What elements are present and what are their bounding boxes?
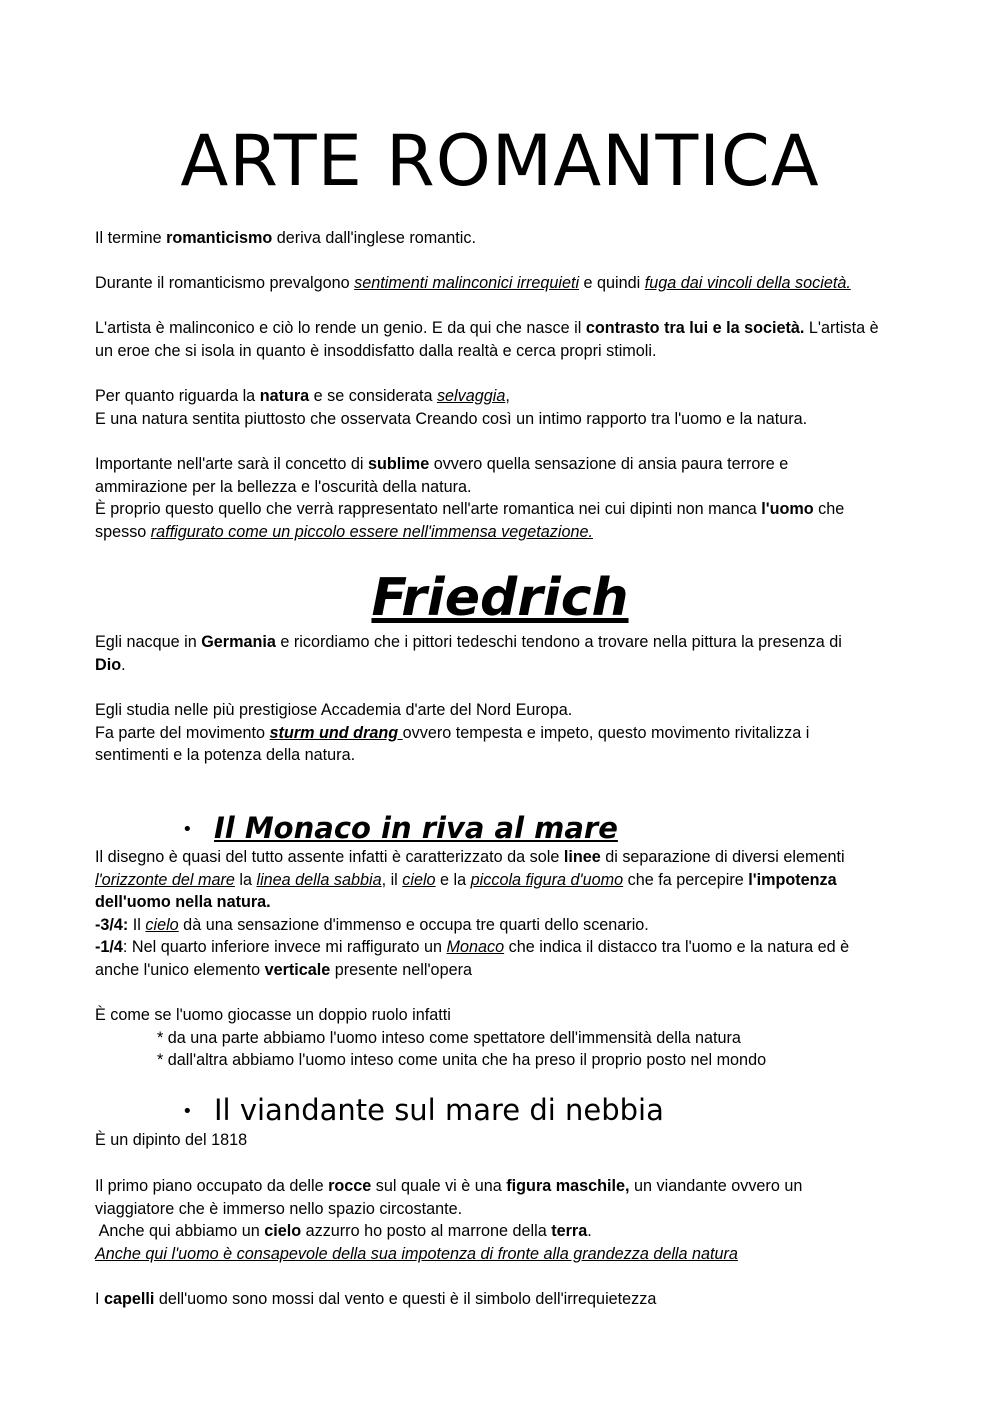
viandante-paragraph-1: È un dipinto del 1818 [95, 1131, 248, 1149]
friedrich-heading: Friedrich [371, 568, 629, 628]
viandante-heading: • Il viandante sul mare di nebbia [182, 1092, 664, 1130]
page-title: ARTE ROMANTICA [180, 120, 820, 202]
monaco-paragraph-1: Il disegno è quasi del tutto assente infatti è caratterizzato da sole linee di separazione di diversi elementi l'orizzonte del mare la linea della sabbia, il cielo e la piccola figura d'uomo che fa percepire l'impotenza dell'uomo nella natura. -3/4: Il cielo dà una sensazione d'immenso e occupa tre quarti dello scenario. -1/4: Nel quarto inferiore invece mi raffigurato un Monaco che indica il distacco tra l'uomo e la natura ed è anche l'unico elemento verticale presente nell'opera [95, 848, 850, 979]
bullet-icon: • [182, 819, 193, 840]
list-item: * dall'altra abbiamo l'uomo inteso come unita che ha preso il proprio posto nel mondo [157, 1051, 767, 1070]
intro-paragraph-4: Per quanto riguarda la natura e se considerata selvaggia, E una natura sentita piuttosto che osservata Creando così un intimo rapporto tra l'uomo e la natura. [95, 387, 808, 428]
list-item: * da una parte abbiamo l'uomo inteso come spettatore dell'immensità della natura [157, 1028, 741, 1047]
intro-paragraph-1: Il termine romanticismo deriva dall'inglese romantic. [95, 229, 476, 247]
viandante-paragraph-2: Il primo piano occupato da delle rocce sul quale vi è una figura maschile, un viandante ovvero un viaggiatore che è immerso nello spazio circostante. Anche qui abbiamo un cielo azzurro ho posto al marrone della terra. Anche qui l'uomo è consapevole della sua impotenza di fronte alla grandezza della natura [95, 1177, 803, 1263]
intro-paragraph-3: L'artista è malinconico e ciò lo rende un genio. E da qui che nasce il contrasto tra lui e la società. L'artista è un eroe che si isola in quanto è insoddisfatto dalla realtà e cerca propri stimoli. [95, 319, 879, 360]
bullet-icon: • [182, 1101, 193, 1122]
intro-paragraph-5: Importante nell'arte sarà il concetto di sublime ovvero quella sensazione di ansia paura terrore e ammirazione per la bellezza e l'oscurità della natura. È proprio questo quello che verrà rappresentato nell'arte romantica nei cui dipinti non manca l'uomo che spesso raffigurato come un piccolo essere nell'immensa vegetazione. [95, 455, 845, 541]
friedrich-paragraph-2: Egli studia nelle più prestigiose Accademia d'arte del Nord Europa. Fa parte del movimento sturm und drang ovvero tempesta e impeto, questo movimento rivitalizza i sentimenti e la potenza della natura. [95, 701, 810, 765]
monaco-paragraph-2: È come se l'uomo giocasse un doppio ruolo infatti * da una parte abbiamo l'uomo inteso come spettatore dell'immensità della natura * dall'altra abbiamo l'uomo inteso come unita che ha preso il proprio posto nel mondo [95, 1004, 905, 1072]
viandante-paragraph-3: I capelli dell'uomo sono mossi dal vento e questi è il simbolo dell'irrequietezza [95, 1290, 657, 1308]
monaco-heading: • Il Monaco in riva al mare [182, 810, 618, 848]
intro-paragraph-2: Durante il romanticismo prevalgono sentimenti malinconici irrequieti e quindi fuga dai vincoli della società. [95, 274, 851, 292]
friedrich-paragraph-1: Egli nacque in Germania e ricordiamo che i pittori tedeschi tendono a trovare nella pittura la presenza di Dio. [95, 633, 842, 674]
